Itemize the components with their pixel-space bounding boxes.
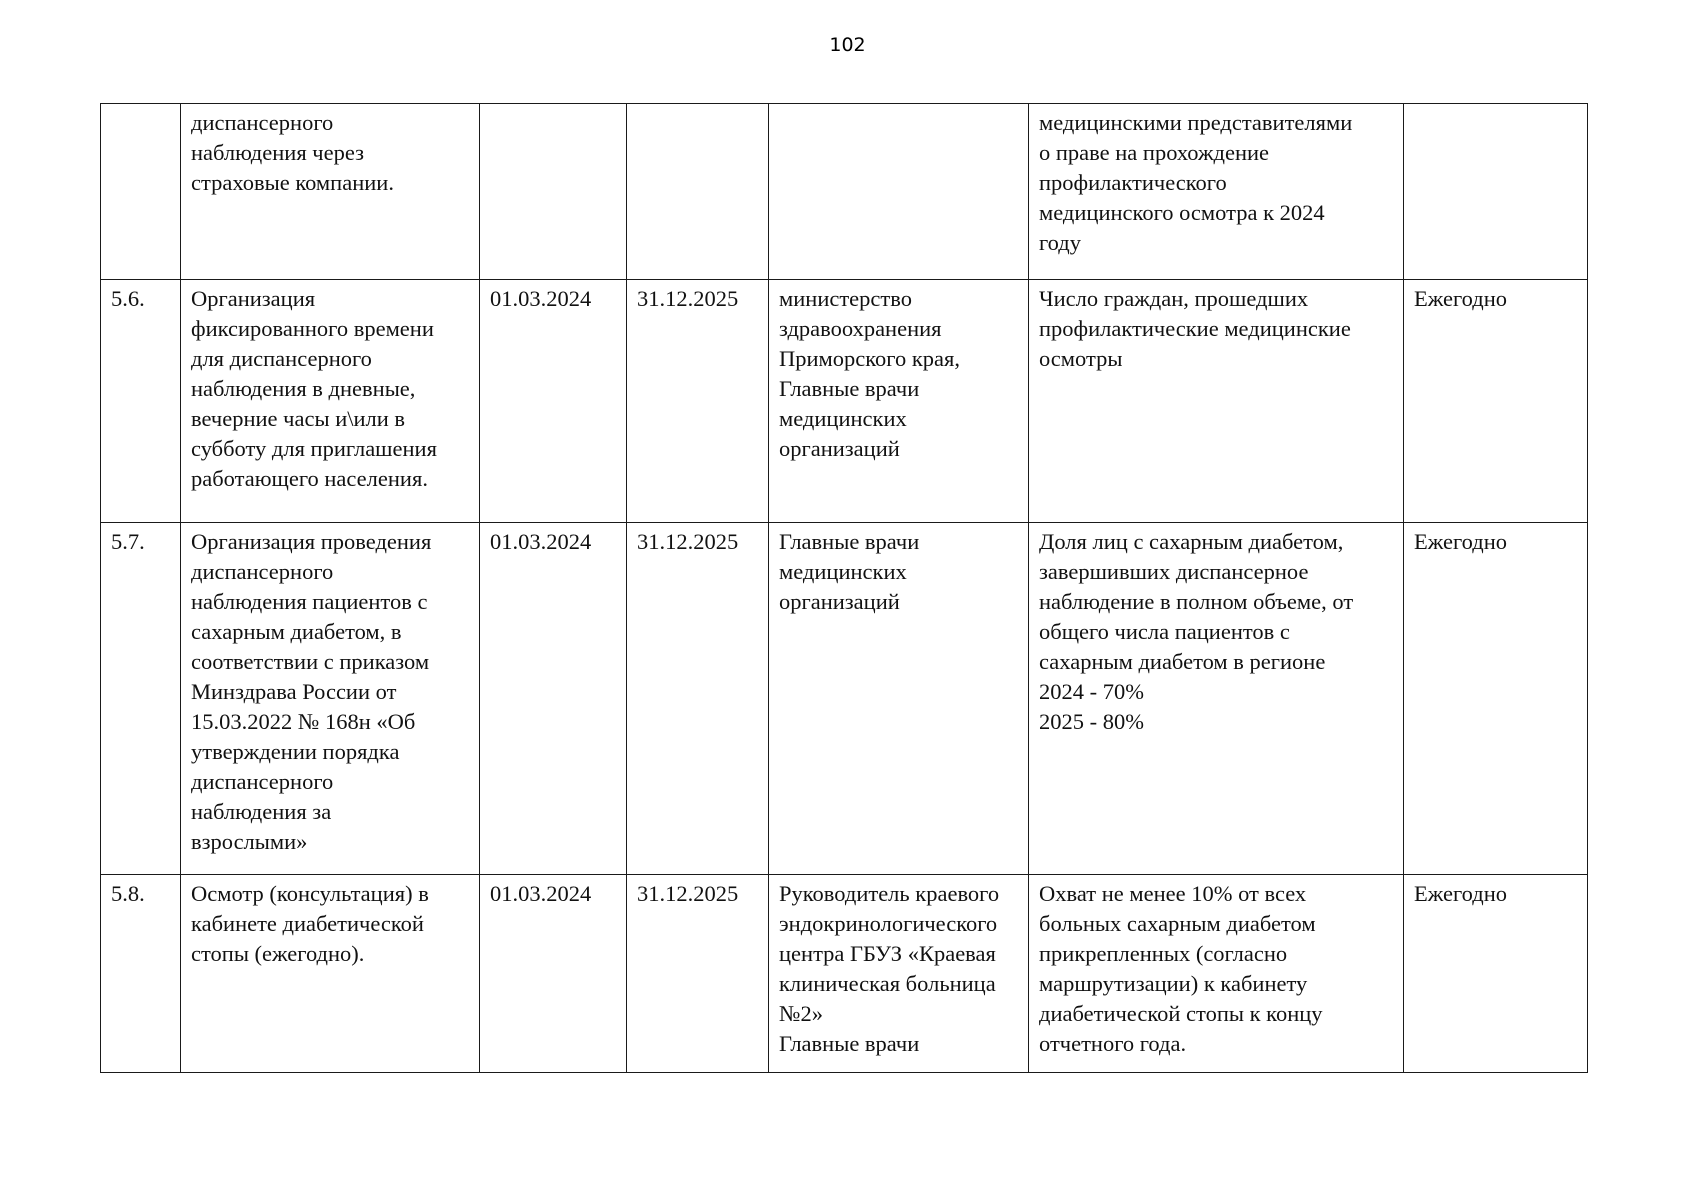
measure-cell: диспансерного наблюдения через страховые компании. xyxy=(181,104,480,280)
table-row xyxy=(101,875,1588,1073)
measure-cell: Организация проведения диспансерного наблюдения пациентов с сахарным диабетом, в соответствии с приказом Минздрава России от 15.03.2022 № 168н «Об утверждении порядка диспансерного наблюдения за взрослыми» xyxy=(181,523,480,875)
measures-table xyxy=(100,103,1588,1073)
table-row xyxy=(101,523,1588,875)
period-cell: Ежегодно xyxy=(1404,875,1588,1073)
responsible-cell: Главные врачи медицинских организаций xyxy=(769,523,1029,875)
end-date-cell: 31.12.2025 xyxy=(627,875,769,1073)
period-cell: Ежегодно xyxy=(1404,523,1588,875)
start-date-cell xyxy=(480,104,627,280)
row-number: 5.7. xyxy=(101,523,181,875)
responsible-cell xyxy=(769,104,1029,280)
start-date-cell: 01.03.2024 xyxy=(480,875,627,1073)
end-date-cell: 31.12.2025 xyxy=(627,523,769,875)
start-date-cell: 01.03.2024 xyxy=(480,280,627,523)
start-date-cell: 01.03.2024 xyxy=(480,523,627,875)
table-row xyxy=(101,280,1588,523)
period-cell xyxy=(1404,104,1588,280)
measure-cell: Организация фиксированного времени для диспансерного наблюдения в дневные, вечерние часы и\или в субботу для приглашения работающего населения. xyxy=(181,280,480,523)
indicator-cell: Охват не менее 10% от всех больных сахарным диабетом прикрепленных (согласно маршрутизации) к кабинету диабетической стопы к концу отчетного года. xyxy=(1029,875,1404,1073)
measure-cell: Осмотр (консультация) в кабинете диабетической стопы (ежегодно). xyxy=(181,875,480,1073)
row-number: 5.8. xyxy=(101,875,181,1073)
end-date-cell xyxy=(627,104,769,280)
indicator-cell: Число граждан, прошедших профилактические медицинские осмотры xyxy=(1029,280,1404,523)
table-row xyxy=(101,104,1588,280)
responsible-cell: министерство здравоохранения Приморского края, Главные врачи медицинских организаций xyxy=(769,280,1029,523)
page-number: 102 xyxy=(829,34,866,56)
indicator-cell: Доля лиц с сахарным диабетом, завершивших диспансерное наблюдение в полном объеме, от общего числа пациентов с сахарным диабетом в регионе 2024 - 70% 2025 - 80% xyxy=(1029,523,1404,875)
period-cell: Ежегодно xyxy=(1404,280,1588,523)
row-number: 5.6. xyxy=(101,280,181,523)
row-number xyxy=(101,104,181,280)
indicator-cell: медицинскими представителями о праве на прохождение профилактического медицинского осмотра к 2024 году xyxy=(1029,104,1404,280)
end-date-cell: 31.12.2025 xyxy=(627,280,769,523)
responsible-cell: Руководитель краевого эндокринологического центра ГБУЗ «Краевая клиническая больница №2» Главные врачи xyxy=(769,875,1029,1073)
